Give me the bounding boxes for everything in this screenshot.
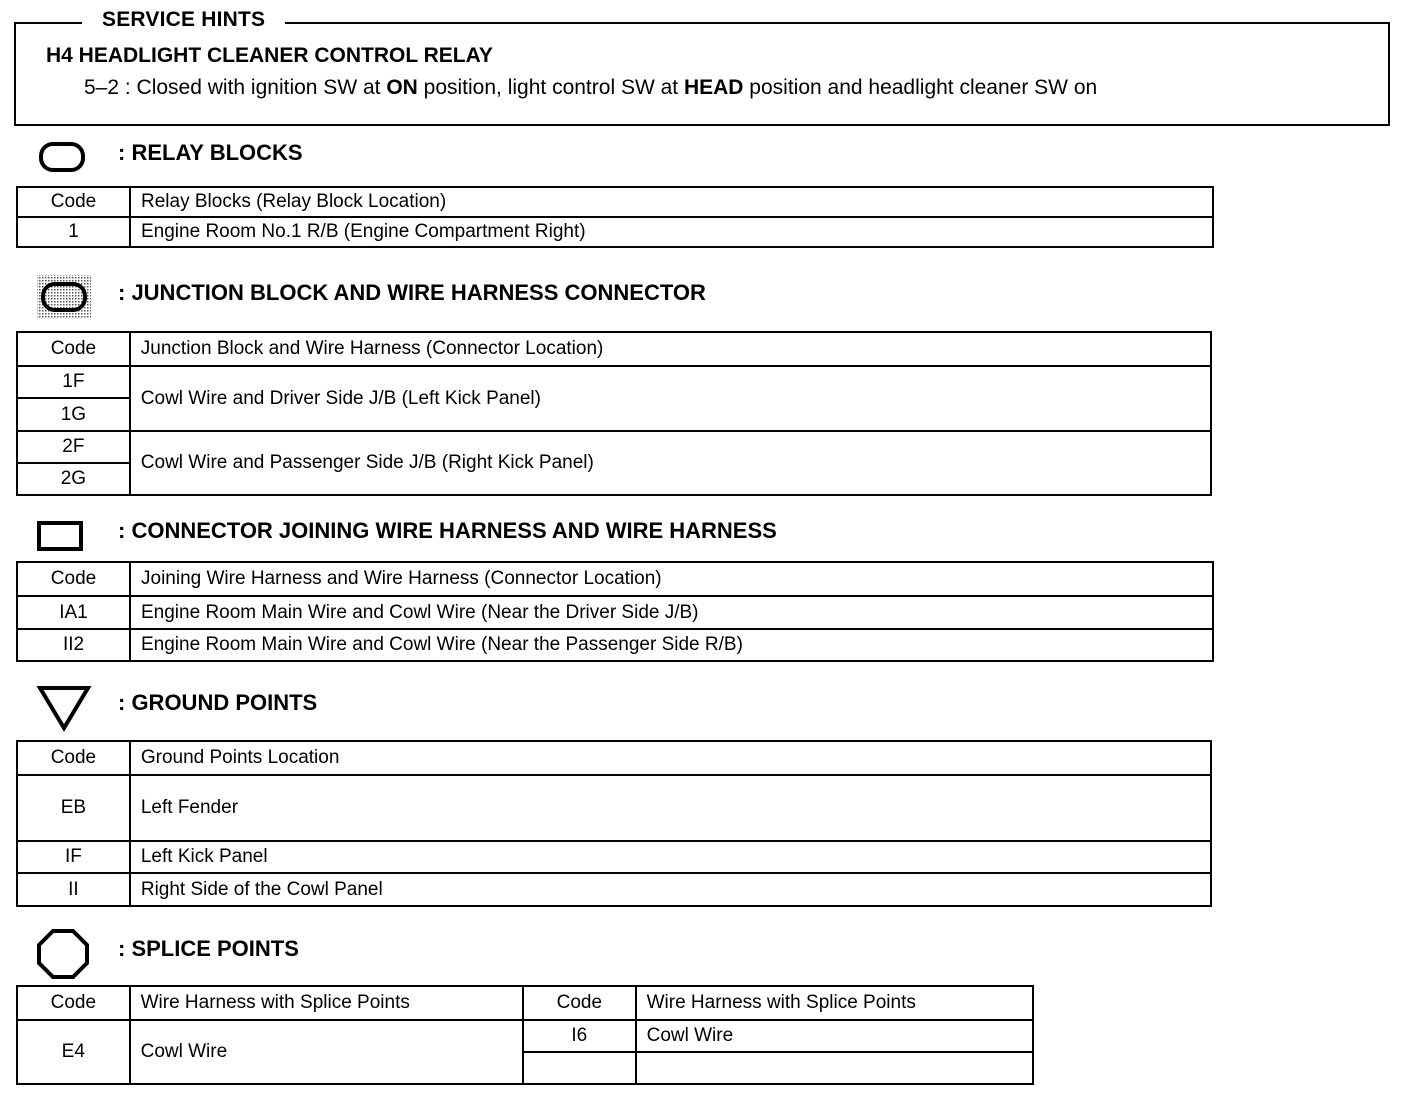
code-cell: IF [17, 841, 130, 873]
table-header-cell: Code [17, 741, 130, 775]
location-cell [636, 1052, 1033, 1084]
location-cell: Engine Room Main Wire and Cowl Wire (Near the Driver Side J/B) [130, 596, 1213, 629]
ground-points-table [16, 740, 1212, 907]
code-cell: II2 [17, 629, 130, 661]
code-cell: I6 [523, 1020, 636, 1052]
code-cell: 1 [17, 217, 130, 247]
service-hint-description [84, 76, 1097, 100]
service-hints-title: SERVICE HINTS [82, 8, 285, 32]
shaded-rounded-rect-icon [36, 274, 92, 320]
table-row [17, 366, 1211, 398]
table-header-row [17, 332, 1211, 366]
table-header-cell: Code [17, 562, 130, 596]
location-cell: Cowl Wire [636, 1020, 1033, 1052]
desc-text: position, light control SW at [417, 76, 684, 99]
table-header-cell: Relay Blocks (Relay Block Location) [130, 187, 1213, 217]
relay-blocks-table [16, 186, 1214, 248]
table-header-cell: Wire Harness with Splice Points [636, 986, 1033, 1020]
down-triangle-icon [36, 684, 92, 732]
rounded-rect-icon [38, 140, 86, 174]
splice-points-table [16, 985, 1034, 1085]
table-header-cell: Joining Wire Harness and Wire Harness (Connector Location) [130, 562, 1213, 596]
location-cell: Left Fender [130, 775, 1211, 841]
rectangle-icon [36, 520, 84, 552]
code-cell: 1G [17, 398, 130, 431]
table-header-cell: Code [17, 986, 130, 1020]
code-cell: 1F [17, 366, 130, 398]
table-row [17, 217, 1213, 247]
service-hints-box [14, 22, 1390, 126]
location-cell: Cowl Wire and Driver Side J/B (Left Kick Panel) [130, 366, 1211, 431]
table-header-row [17, 187, 1213, 217]
code-cell: II [17, 873, 130, 906]
code-cell: IA1 [17, 596, 130, 629]
table-row [17, 629, 1213, 661]
splice-points-title: : SPLICE POINTS [118, 936, 299, 961]
table-header-cell: Code [17, 332, 130, 366]
service-hint-item-title: H4 HEADLIGHT CLEANER CONTROL RELAY [46, 44, 493, 67]
table-header-cell: Code [523, 986, 636, 1020]
location-cell: Engine Room Main Wire and Cowl Wire (Near the Passenger Side R/B) [130, 629, 1213, 661]
location-cell: Cowl Wire and Passenger Side J/B (Right Kick Panel) [130, 431, 1211, 495]
code-cell [523, 1052, 636, 1084]
table-header-cell: Junction Block and Wire Harness (Connector Location) [130, 332, 1211, 366]
octagon-icon [36, 928, 90, 980]
connector-title: : CONNECTOR JOINING WIRE HARNESS AND WIRE HARNESS [118, 518, 777, 543]
code-cell: 2G [17, 463, 130, 495]
location-cell: Left Kick Panel [130, 841, 1211, 873]
code-cell: EB [17, 775, 130, 841]
table-row [17, 1020, 1033, 1052]
connector-table [16, 561, 1214, 662]
desc-bold-head: HEAD [683, 76, 744, 99]
desc-text: position and headlight cleaner SW on [743, 76, 1098, 99]
desc-text: 5–2 : Closed with ignition SW at [84, 76, 387, 99]
table-header-cell: Wire Harness with Splice Points [130, 986, 523, 1020]
table-row [17, 431, 1211, 463]
table-row [17, 873, 1211, 906]
table-header-cell: Code [17, 187, 130, 217]
location-cell: Right Side of the Cowl Panel [130, 873, 1211, 906]
relay-blocks-title: : RELAY BLOCKS [118, 140, 303, 165]
table-row [17, 596, 1213, 629]
code-cell: 2F [17, 431, 130, 463]
junction-block-table [16, 331, 1212, 496]
junction-block-title: : JUNCTION BLOCK AND WIRE HARNESS CONNECTOR [118, 280, 706, 305]
desc-bold-on: ON [386, 76, 418, 99]
table-row [17, 775, 1211, 841]
location-cell: Engine Room No.1 R/B (Engine Compartment Right) [130, 217, 1213, 247]
table-header-row [17, 562, 1213, 596]
table-row [17, 841, 1211, 873]
location-cell: Cowl Wire [130, 1020, 523, 1084]
table-header-cell: Ground Points Location [130, 741, 1211, 775]
code-cell: E4 [17, 1020, 130, 1084]
table-header-row [17, 741, 1211, 775]
table-header-row [17, 986, 1033, 1020]
ground-points-title: : GROUND POINTS [118, 690, 318, 715]
